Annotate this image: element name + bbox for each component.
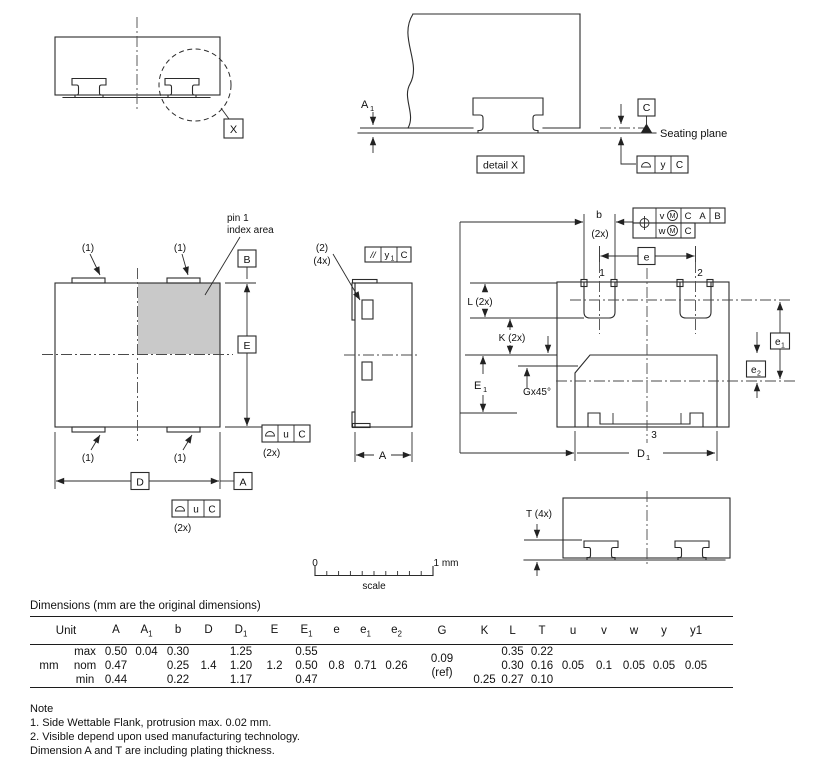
value-T-nom: 0.16 [530, 660, 554, 673]
col-header-y: y [661, 625, 667, 638]
detail-x-label: detail X [482, 159, 519, 172]
value-E1-nom: 0.50 [295, 660, 318, 673]
svg-text:C: C [684, 226, 692, 237]
value-K-max [471, 645, 498, 660]
value-K-min: 0.25 [473, 674, 496, 687]
value-e-min [322, 673, 351, 688]
bottom-view [460, 208, 795, 462]
col-header-e2: $e_2$ [391, 624, 402, 639]
table-row-min [30, 673, 733, 688]
value-v-min [589, 673, 619, 688]
unit-value: mm [39, 660, 59, 673]
value-D-nom: 1.4 [200, 660, 217, 673]
datum-c-label: C [642, 102, 651, 114]
col-header-K: K [480, 625, 489, 638]
wettable-flank-window [362, 362, 372, 380]
col-header-E1: $E_1$ [300, 624, 313, 639]
dim-a1-label: A [361, 99, 369, 111]
col-header-v: v [601, 625, 607, 638]
table-header-row [30, 617, 733, 645]
svg-text:(1): (1) [81, 243, 95, 254]
parallelism-icon: // [370, 250, 376, 261]
value-A1-nom [130, 659, 163, 673]
notes-heading: Note [30, 703, 54, 715]
value-E-nom: 1.2 [266, 660, 283, 673]
pin1-label-line2: index area [227, 225, 274, 236]
note-item-3: Dimension A and T are including plating thickness. [30, 745, 275, 757]
value-A1-min [130, 673, 163, 688]
dim-t-label: T (4x) [526, 509, 552, 520]
value-w-min [619, 673, 649, 688]
value-D-max [193, 645, 224, 660]
dim-b-qty: (2x) [591, 229, 609, 240]
terminal-lead-detail [473, 98, 543, 133]
svg-text:A: A [699, 211, 706, 222]
fcf-parallelism-y1 [365, 247, 411, 263]
svg-text:e: e [775, 337, 781, 348]
fcf-y-tol: y [660, 160, 666, 171]
note-item-2: 2. Visible depend upon used manufacturing technology. [30, 731, 300, 743]
scale-ticks [327, 571, 421, 576]
svg-text:M: M [669, 228, 676, 235]
detail-x-view [358, 14, 727, 173]
value-b-nom: 0.25 [166, 660, 190, 673]
svg-text:1: 1 [646, 453, 651, 462]
table-row-max [30, 645, 733, 660]
value-L-min: 0.27 [501, 674, 524, 687]
row-label-nom: nom [73, 660, 97, 673]
value-E1-max: 0.55 [295, 646, 318, 659]
svg-text:C: C [298, 429, 306, 441]
note-item-1: 1. Side Wettable Flank, protrusion max. 0.02 mm. [30, 717, 272, 729]
value-e2-min [380, 673, 413, 688]
scale-zero-label: 0 [312, 558, 318, 569]
dim-k-label: K (2x) [498, 333, 526, 344]
value-y1-nom: 0.05 [684, 660, 708, 673]
svg-text:C: C [684, 211, 692, 222]
value-L-nom: 0.30 [501, 660, 524, 673]
table-title: Dimensions (mm are the original dimensions) [30, 600, 261, 612]
value-w-nom: 0.05 [622, 660, 646, 673]
fcf-qty-label: (2x) [263, 448, 281, 459]
value-u-min [557, 673, 589, 688]
col-header-G: G [437, 625, 447, 638]
unit-cell [30, 673, 68, 688]
col-header-e1: $e_1$ [360, 624, 371, 639]
value-A-max: 0.50 [104, 646, 128, 659]
col-header-T: T [538, 625, 546, 638]
scale-label: scale [362, 581, 386, 592]
fcf-coplanarity-y [637, 156, 688, 173]
value-D1-min: 1.17 [229, 674, 253, 687]
svg-text:(1): (1) [173, 243, 187, 254]
dim-l-label: L (2x) [467, 297, 493, 308]
col-header-L: L [509, 625, 516, 638]
svg-text:(2x): (2x) [174, 523, 192, 534]
fcf-y-datum: C [675, 160, 684, 171]
exposed-pad-pin3 [575, 355, 717, 427]
col-header-y1: y1 [689, 625, 703, 638]
col-header-D: D [204, 624, 213, 636]
dim-e1-label: E [474, 380, 482, 392]
value-e1-nom: 0.71 [354, 660, 377, 673]
dim-b [460, 209, 633, 453]
package-body-outline [563, 498, 730, 558]
fcf-coplanarity-u-bottom [172, 500, 220, 534]
value-b-max: 0.30 [166, 646, 190, 659]
value-L-max: 0.35 [501, 646, 524, 659]
chamfer-callout [518, 366, 578, 398]
value-e1-min [351, 673, 380, 688]
scale-one-mm-label: 1 mm [433, 558, 459, 569]
dim-a-label: A [378, 450, 387, 462]
pin-2-number: 2 [697, 268, 703, 279]
package-body-outline [55, 37, 220, 95]
svg-text:1: 1 [781, 342, 785, 350]
col-header-unit: Unit [55, 625, 77, 638]
seating-plane-label: Seating plane [660, 128, 728, 140]
value-e1-max [351, 645, 380, 660]
dim-k [465, 319, 557, 355]
col-header-b: b [174, 624, 182, 636]
col-header-w: w [629, 625, 639, 638]
svg-text:M: M [669, 213, 676, 220]
value-u-max [557, 645, 589, 660]
value-v-nom: 0.1 [596, 660, 613, 673]
top-view [42, 213, 310, 534]
value-v-max [589, 645, 619, 660]
svg-text:y: y [384, 250, 390, 261]
value-y-max [649, 645, 679, 660]
dim-d-label: D [136, 476, 144, 489]
value-K-nom [471, 659, 498, 673]
svg-text:C: C [208, 504, 216, 516]
svg-text:2: 2 [757, 370, 761, 378]
value-D1-nom: 1.20 [229, 660, 253, 673]
value-w-max [619, 645, 649, 660]
detail-ref-label: X [229, 124, 238, 136]
col-header-D1: $D_1$ [234, 624, 248, 639]
value-e2-nom: 0.26 [385, 660, 408, 673]
row-label-min: min [75, 674, 95, 687]
dim-b-label: b [596, 209, 602, 221]
dim-e1-right [771, 302, 790, 379]
unit-cell [30, 645, 68, 660]
svg-text:1: 1 [483, 385, 488, 394]
pin-3-number: 3 [651, 430, 657, 441]
datum-a-label: A [239, 476, 247, 489]
value-E-min [258, 673, 291, 688]
chamfer-label: Gx45° [523, 387, 551, 398]
dim-e1 [460, 356, 517, 413]
svg-text:u: u [193, 504, 199, 516]
side-view-top-left [55, 17, 243, 138]
value-D1-max: 1.25 [229, 646, 253, 659]
pin-1-number: 1 [599, 268, 605, 279]
col-header-u: u [569, 625, 577, 638]
value-y1-max [679, 645, 713, 660]
svg-text:1: 1 [390, 255, 395, 263]
datum-b-label: B [243, 254, 251, 266]
value-E-max [258, 645, 291, 660]
t-view [524, 491, 730, 576]
value-u-nom: 0.05 [561, 660, 585, 673]
svg-text:C: C [400, 250, 408, 261]
value-T-max: 0.22 [530, 646, 554, 659]
notes-section [30, 702, 770, 758]
dim-l [467, 283, 584, 318]
col-header-E: E [270, 624, 279, 636]
table-row-nom [30, 659, 733, 673]
value-G: 0.09 (ref) [430, 653, 454, 680]
dim-e-label: e [643, 251, 650, 264]
dimensions-table [30, 616, 733, 688]
pin1-label-line1: pin 1 [227, 213, 249, 224]
dim-d1-label: D [637, 448, 645, 460]
terminal-lead [584, 541, 618, 560]
value-A-min: 0.44 [104, 674, 128, 687]
svg-text:u: u [283, 429, 289, 441]
col-header-spacer [713, 617, 733, 645]
value-b-min: 0.22 [166, 674, 190, 687]
value-A-nom: 0.47 [104, 660, 128, 673]
value-D-min [193, 673, 224, 688]
value-e-nom: 0.8 [328, 660, 345, 673]
svg-text:(1): (1) [81, 453, 95, 464]
svg-text:e: e [751, 365, 757, 376]
dim-e2-right [747, 332, 766, 398]
value-y1-min [679, 673, 713, 688]
value-e2-max [380, 645, 413, 660]
dim-a1-sub: 1 [370, 104, 375, 113]
break-line [407, 14, 413, 128]
value-E1-min: 0.47 [295, 674, 318, 687]
row-label-max: max [74, 646, 96, 659]
value-e-max [322, 645, 351, 660]
scale-bar [312, 558, 458, 592]
pad-1 [581, 280, 617, 319]
dim-a1 [361, 99, 374, 153]
col-header-A1: $A_1$ [140, 624, 153, 639]
side-view-center [313, 243, 420, 462]
dim-e-label: E [243, 340, 251, 352]
value-T-min: 0.10 [530, 674, 554, 687]
pad-2 [677, 280, 713, 319]
pin1-index-area [138, 283, 220, 354]
value-A1-max: 0.04 [135, 646, 158, 659]
svg-text:w: w [658, 226, 666, 237]
wettable-flank-window [362, 300, 373, 319]
dimensions-table-section [30, 600, 735, 688]
col-header-A: A [112, 624, 120, 636]
col-header-e: e [333, 624, 340, 636]
svg-text:(1): (1) [173, 453, 187, 464]
svg-text:v: v [659, 211, 665, 222]
terminal-lead [675, 541, 709, 560]
fcf-position [633, 208, 725, 238]
dim-d1 [460, 431, 717, 462]
value-y-min [649, 673, 679, 688]
ref-2-label: (2) [315, 243, 329, 254]
svg-text:B: B [714, 211, 721, 222]
value-y-nom: 0.05 [652, 660, 676, 673]
qty-4x-label: (4x) [313, 256, 331, 267]
fcf-coplanarity-u-right [262, 425, 310, 459]
